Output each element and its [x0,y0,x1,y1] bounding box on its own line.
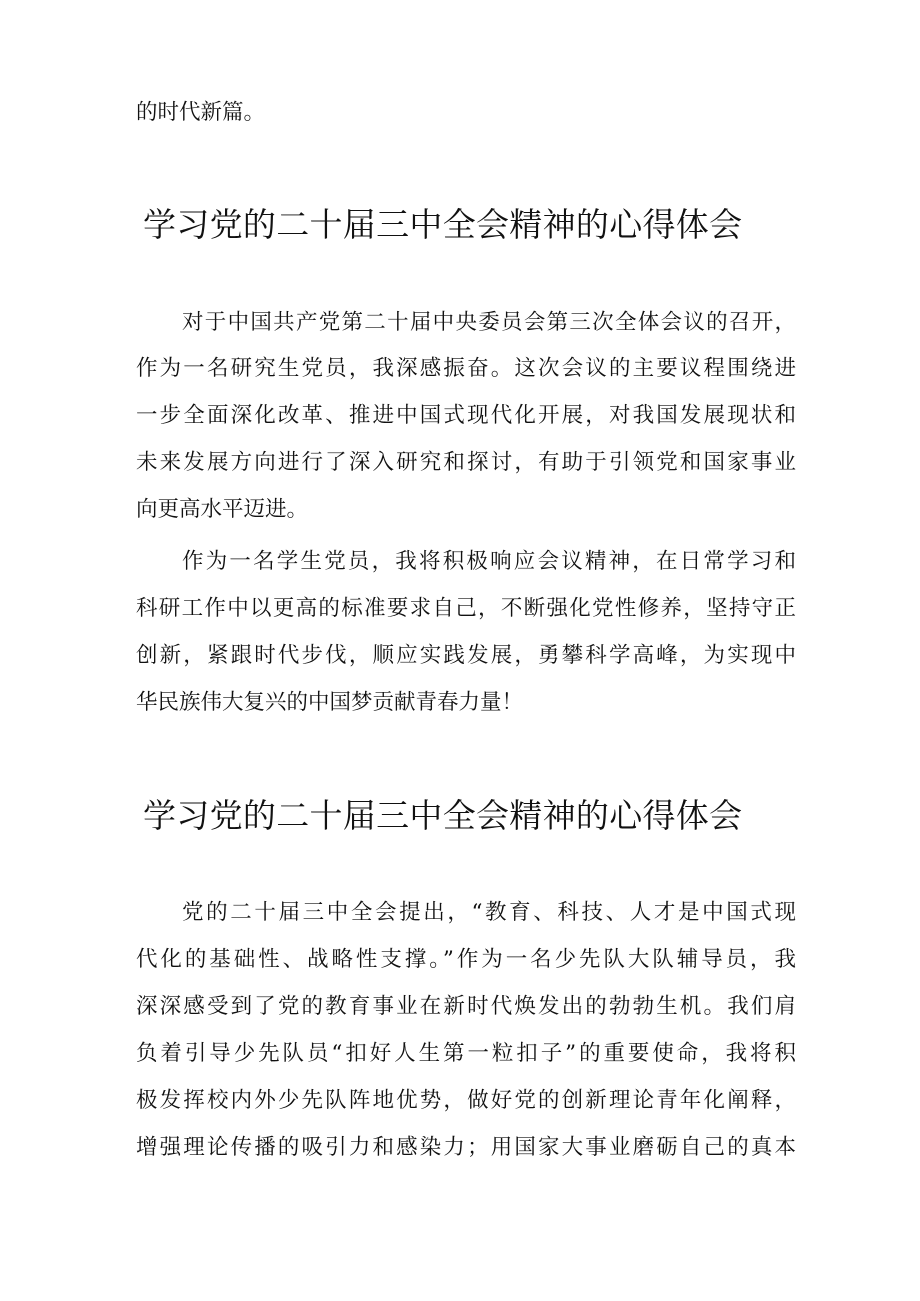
section-2-line-3: 深深感受到了党的教育事业在新时代焕发出的勃勃生机。我们肩 [136,994,796,1019]
section-2-line-2: 代化的基础性、战略性支撑。”作为一名少先队大队辅导员，我 [136,947,796,972]
section-1-line-2: 作为一名研究生党员，我深感振奋。这次会议的主要议程围绕进 [136,356,796,381]
section-2-title: 学习党的二十届三中全会精神的心得体会 [143,796,743,835]
section-2-line-4: 负着引导少先队员“扣好人生第一粒扣子”的重要使命，我将积 [136,1041,796,1066]
section-2-line-6: 增强理论传播的吸引力和感染力；用国家大事业磨砺自己的真本 [136,1135,796,1160]
section-1-line-5: 向更高水平迈进。 [136,497,309,522]
section-1-line-7: 科研工作中以更高的标准要求自己，不断强化党性修养，坚持守正 [136,596,796,621]
section-1-line-8: 创新，紧跟时代步伐，顺应实践发展，勇攀科学高峰，为实现中 [136,643,796,668]
section-1-line-1: 对于中国共产党第二十届中央委员会第三次全体会议的召开， [182,310,796,335]
section-1-line-6: 作为一名学生党员，我将积极响应会议精神，在日常学习和 [182,549,796,574]
section-1-line-3: 一步全面深化改革、推进中国式现代化开展，对我国发展现状和 [136,403,796,428]
section-1-title: 学习党的二十届三中全会精神的心得体会 [143,205,743,244]
section-2-line-1: 党的二十届三中全会提出，“教育、科技、人才是中国式现 [182,900,796,925]
section-2-line-5: 极发挥校内外少先队阵地优势，做好党的创新理论青年化阐释， [136,1088,796,1113]
section-1-line-9: 华民族伟大复兴的中国梦贡献青春力量！ [136,690,524,715]
top-fragment-text: 的时代新篇。 [136,100,266,125]
section-1-line-4: 未来发展方向进行了深入研究和探讨，有助于引领党和国家事业 [136,450,796,475]
